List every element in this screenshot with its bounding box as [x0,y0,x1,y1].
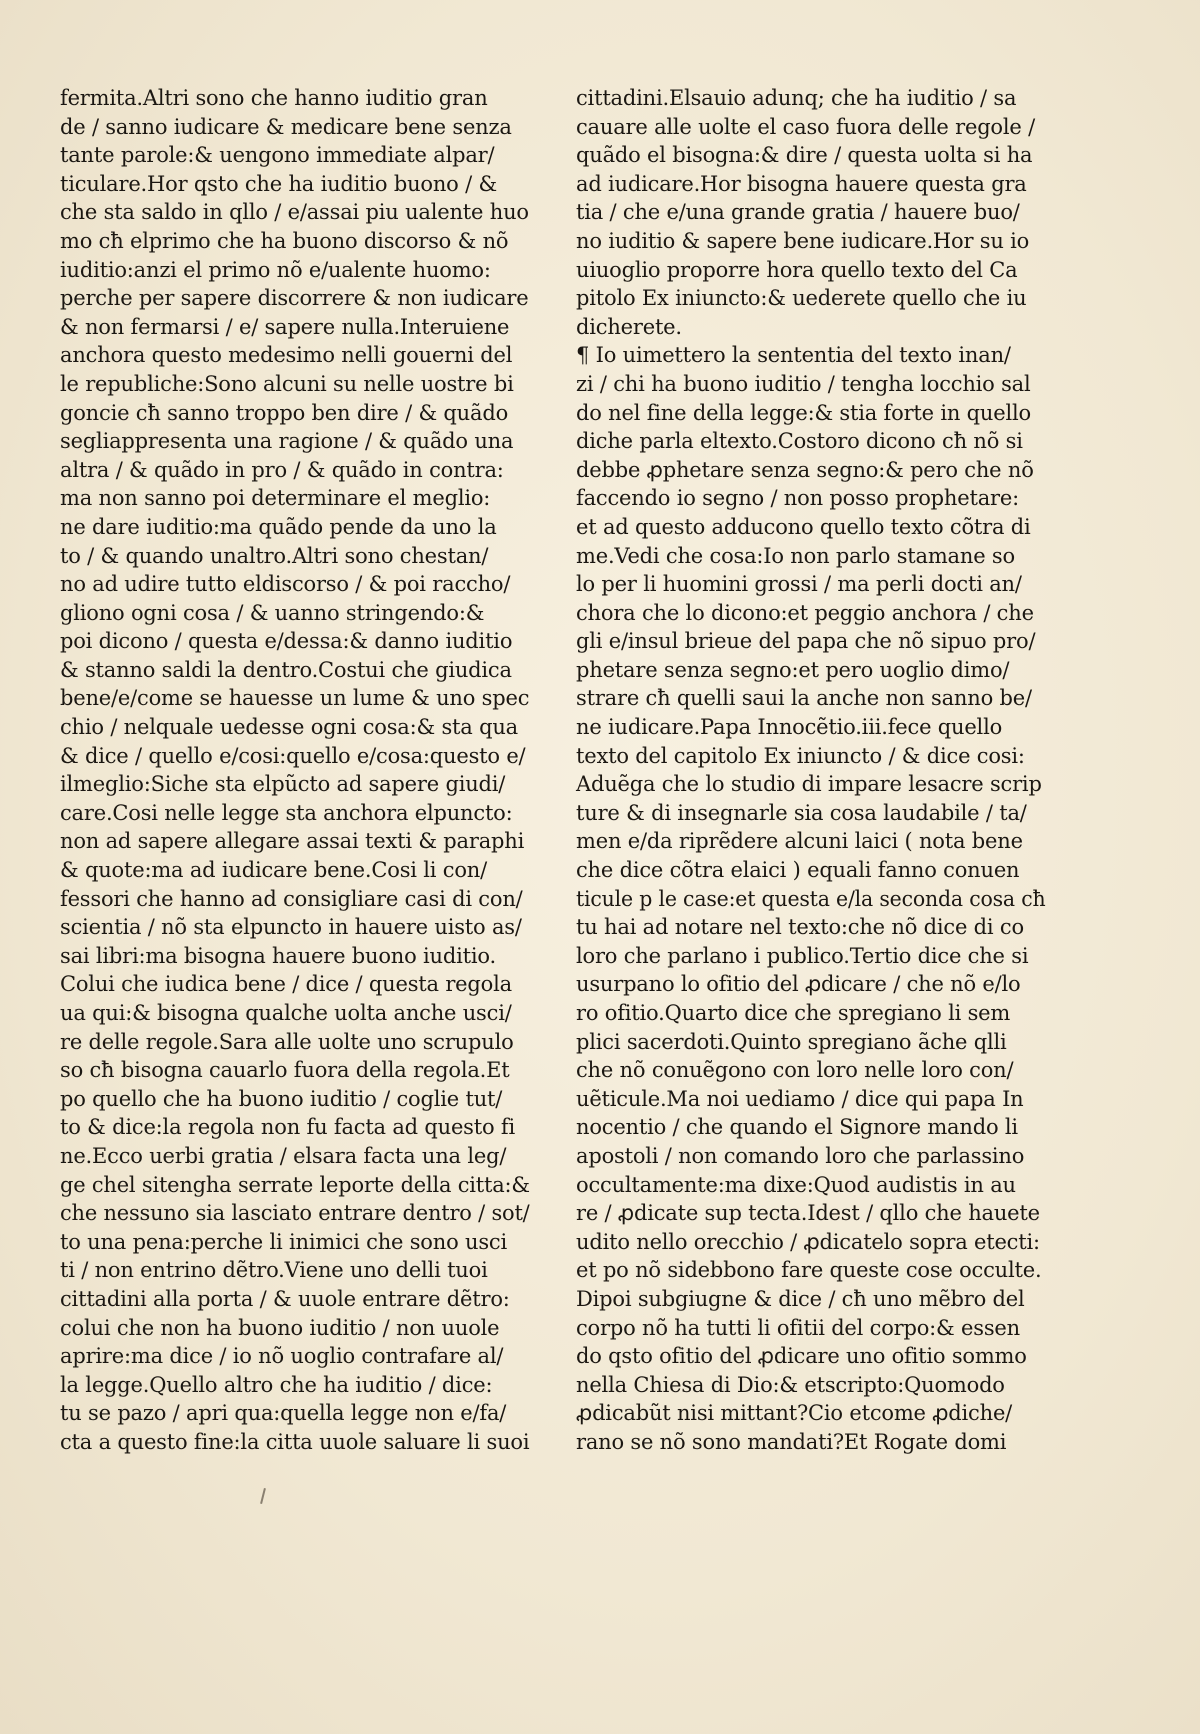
left-column-line: ge chel sitengha serrate leporte della citta:& [60,1172,530,1197]
left-column-line: che sta saldo in qllo / e/assai piu ualente huo [60,200,529,225]
right-column-line: tia / che e/una grande gratia / hauere buo/ [576,200,1020,225]
right-column-line: cauare alle uolte el caso fuora delle regole / [576,114,1035,139]
left-column-line: iuditio:anzi el primo nõ e/ualente huomo: [60,257,491,282]
left-column-line: poi dicono / questa e/dessa:& danno iuditio [60,629,513,654]
left-column-line: bene/e/come se hauesse un lume & uno spec [60,686,530,711]
right-column-line: pitolo Ex iniuncto:& uederete quello che iu [576,286,1027,311]
right-column-line: no iuditio & sapere bene iudicare.Hor su io [576,228,1030,253]
left-column-line: mo cħ elprimo che ha buono discorso & nõ [60,228,509,253]
left-column-line: ticulare.Hor qsto che ha iuditio buono / & [60,171,497,196]
right-column-line: nella Chiesa di Dio:& etscripto:Quomodo [576,1372,1005,1397]
left-column-line: re delle regole.Sara alle uolte uno scrupulo [60,1029,514,1054]
right-column-line: uẽticule.Ma noi uediamo / dice qui papa In [576,1086,1024,1111]
left-column-line: ua qui:& bisogna qualche uolta anche usci/ [60,1001,512,1025]
right-column-line: et ad questo adducono quello texto cõtra di [576,514,1031,539]
left-column-line: tu se pazo / apri qua:quella legge non e/fa/ [60,1401,507,1426]
right-column-line: lo per li huomini grossi / ma perli docti an/ [576,572,1022,597]
right-column-line: tu hai ad notare nel texto:che nõ dice di co [576,915,1024,940]
right-text-column [576,84,1046,1457]
right-column-line: re / ꝓdicate sup tecta.Idest / qllo che hauete [576,1201,1040,1226]
left-column-line: Colui che iudica bene / dice / questa regola [60,972,512,997]
left-column-line: segliappresenta una ragione / & quãdo una [60,429,514,454]
right-column-line: do qsto ofitio del ꝓdicare uno ofitio sommo [576,1344,1027,1369]
right-column-line: chora che lo dicono:et peggio anchora / che [576,600,1034,625]
right-column-line: ad iudicare.Hor bisogna hauere questa gra [576,171,1027,196]
right-column-line: ꝓdicabũt nisi mittant?Cio etcome ꝓdiche/ [576,1401,1013,1426]
right-column-line: ro ofitio.Quarto dice che spregiano li sem [576,1001,1011,1025]
left-column-line: anchora questo medesimo nelli gouerni del [60,343,513,368]
left-column-line: che nessuno sia lasciato entrare dentro / sot/ [60,1201,530,1226]
left-column-line: non ad sapere allegare assai texti & paraphi [60,829,525,854]
left-column-line: & stanno saldi la dentro.Costui che giudica [60,657,512,682]
right-column-line: udito nello orecchio / ꝓdicatelo sopra etecti: [576,1229,1040,1254]
left-column-line: fermita.Altri sono che hanno iuditio gran [60,86,488,110]
left-column-line: sai libri:ma bisogna hauere buono iuditio. [60,943,496,968]
left-column-line: ilmeglio:Siche sta elpũcto ad sapere giudi/ [60,772,506,797]
left-column-line: to / & quando unaltro.Altri sono chestan/ [60,543,489,568]
right-column-line: zi / chi ha buono iuditio / tengha locchio sal [576,371,1031,396]
right-column-line: che nõ conuẽgono con loro nelle loro con/ [576,1058,1014,1083]
left-column-line: no ad udire tutto eldiscorso / & poi raccho/ [60,572,511,597]
left-column-line: perche per sapere discorrere & non iudicare [60,286,529,311]
left-column-line: care.Cosi nelle legge sta anchora elpuncto: [60,800,513,825]
right-column-line: phetare senza segno:et pero uoglio dimo/ [576,657,1010,682]
right-column-line: ne iudicare.Papa Innocẽtio.iii.fece quello [576,715,1003,740]
pen-mark [260,1488,266,1504]
right-column-line: ¶ Io uimettero la sententia del texto inan/ [576,343,1011,368]
left-column-line: goncie cħ sanno troppo ben dire / & quãdo [60,400,509,425]
right-column-line: gli e/insul brieue del papa che nõ sipuo pro/ [576,629,1036,654]
right-column-line: plici sacerdoti.Quinto spregiano ãche qlli [576,1029,1007,1054]
right-column-line: rano se nõ sono mandati?Et Rogate domi [576,1429,1007,1454]
left-column-line: colui che non ha buono iuditio / non uuole [60,1315,500,1340]
left-column-line: & non fermarsi / e/ sapere nulla.Interuiene [60,314,510,339]
left-column-line: ne dare iuditio:ma quãdo pende da uno la [60,514,497,539]
right-column-line: ture & di insegnarle sia cosa laudabile / ta/ [576,800,1027,825]
right-column-line: faccendo io segno / non posso prophetare: [576,486,1019,511]
right-column-line: apostoli / non comando loro che parlassino [576,1143,1025,1168]
right-column-line: ticule p le case:et questa e/la seconda cosa cħ [576,886,1046,911]
left-column-line: to & dice:la regola non fu facta ad questo fi [60,1115,516,1140]
right-column-line: occultamente:ma dixe:Quod audistis in au [576,1172,1016,1197]
right-column-line: debbe ꝓphetare senza segno:& pero che nõ [576,457,1034,482]
left-column-line: po quello che ha buono iuditio / coglie tut/ [60,1086,503,1111]
right-column-line: do nel fine della legge:& stia forte in quello [576,400,1031,425]
left-column-line: ne.Ecco uerbi gratia / elsara facta una leg/ [60,1143,507,1168]
left-column-line: tante parole:& uengono immediate alpar/ [60,143,495,168]
right-column-line: che dice cõtra elaici ) equali fanno conuen [576,858,1020,883]
left-column-line: scientia / nõ sta elpuncto in hauere uisto as/ [60,915,522,940]
right-column-line: quãdo el bisogna:& dire / questa uolta si ha [576,143,1033,168]
left-column-line: cittadini alla porta / & uuole entrare dẽtro: [60,1286,510,1311]
right-column-line: cittadini.Elsauio adunq; che ha iuditio / sa [576,86,1017,110]
right-column-line: diche parla eltexto.Costoro dicono cħ nõ si [576,429,1023,454]
left-column-line: de / sanno iudicare & medicare bene senza [60,114,512,139]
right-column-line: uiuoglio proporre hora quello texto del Ca [576,257,1018,282]
left-column-line: chio / nelquale uedesse ogni cosa:& sta qua [60,715,518,740]
right-column-line: corpo nõ ha tutti li ofitii del corpo:& essen [576,1315,1020,1340]
left-column-line: fessori che hanno ad consigliare casi di con/ [60,886,523,911]
left-column-line: cta a questo fine:la citta uuole saluare li suoi [60,1429,530,1454]
right-column-line: texto del capitolo Ex iniuncto / & dice cosi: [576,743,1025,768]
left-column-line: altra / & quãdo in pro / & quãdo in contra: [60,457,504,482]
right-column-line: nocentio / che quando el Signore mando li [576,1115,1018,1140]
left-column-line: gliono ogni cosa / & uanno stringendo:& [60,600,485,625]
left-column-line: ti / non entrino dẽtro.Viene uno delli tuoi [60,1258,488,1283]
right-column-line: Aduẽga che lo studio di impare lesacre scrip [576,772,1042,797]
right-column-line: Dipoi subgiugne & dice / cħ uno mẽbro del [576,1286,1025,1311]
left-text-column [60,84,530,1457]
left-column-line: la legge.Quello altro che ha iuditio / dice: [60,1372,493,1397]
left-column-line: so cħ bisogna cauarlo fuora della regola.Et [60,1058,510,1083]
left-column-line: le republiche:Sono alcuni su nelle uostre bi [60,371,514,396]
left-column-line: & quote:ma ad iudicare bene.Cosi li con/ [60,858,487,883]
right-column-line: men e/da riprẽdere alcuni laici ( nota bene [576,829,1023,854]
right-column-line: dicherete. [576,314,682,339]
right-column-line: loro che parlano i publico.Tertio dice che si [576,943,1029,968]
left-column-line: to una pena:perche li inimici che sono usci [60,1229,507,1254]
right-column-line: me.Vedi che cosa:Io non parlo stamane so [576,543,1015,568]
left-column-line: aprire:ma dice / io nõ uoglio contrafare al/ [60,1344,504,1369]
left-column-line: ma non sanno poi determinare el meglio: [60,486,491,511]
right-column-line: strare cħ quelli saui la anche non sanno be/ [576,686,1032,711]
right-column-line: et po nõ sidebbono fare queste cose occulte. [576,1258,1042,1283]
right-column-line: usurpano lo ofitio del ꝓdicare / che nõ e/lo [576,972,1021,997]
left-column-line: & dice / quello e/cosi:quello e/cosa:questo e/ [60,743,526,768]
